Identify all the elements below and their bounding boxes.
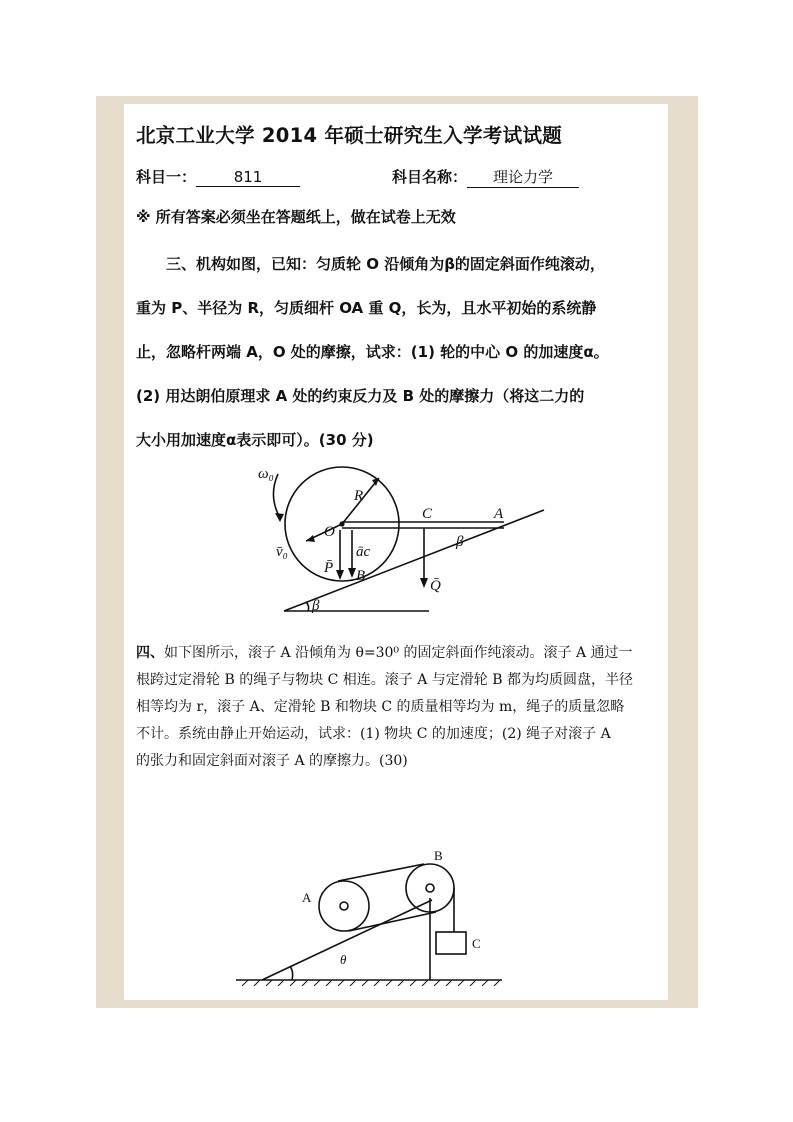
figure-4-diagram	[232, 840, 508, 986]
beta-base-arc	[306, 602, 309, 611]
omega-arc	[273, 474, 280, 518]
label-q: Q̄	[430, 578, 441, 594]
problem-3-line: 三、机构如图，已知：匀质轮 O 沿倾角为β的固定斜面作纯滚动，	[166, 255, 605, 273]
exam-sheet	[124, 104, 668, 1000]
label-pulley-b: B	[434, 848, 443, 863]
label-v: v̄₀	[276, 544, 288, 560]
label-ac: āc	[356, 544, 371, 560]
theta-arc	[290, 966, 293, 980]
problem-3-line: 重为 P、半径为 R，匀质细杆 OA 重 Q，长为，且水平初始的系统静	[136, 299, 597, 317]
label-a: A	[494, 506, 504, 522]
problem-4-line: 四、如下图所示，滚子 A 沿倾角为 θ=30⁰ 的固定斜面作纯滚动。滚子 A 通过一	[136, 645, 633, 661]
problem-3-line: (2) 用达朗伯原理求 A 处的约束反力及 B 处的摩擦力（将这二力的	[136, 387, 585, 405]
subject-name-row	[392, 166, 579, 188]
problem-3-line: 大小用加速度α表示即可）。(30 分)	[136, 431, 374, 449]
roller-a-axle	[340, 902, 348, 910]
subject-name-label: 科目名称：	[392, 168, 468, 186]
figure-3-diagram	[254, 456, 554, 622]
accel-arrow-icon	[348, 568, 356, 578]
label-beta-base: β	[312, 598, 320, 614]
block-c	[436, 932, 466, 954]
problem-3	[136, 242, 662, 462]
incline-line	[262, 900, 432, 980]
velocity-arrow-icon	[306, 535, 315, 542]
problem-4-line: 根跨过定滑轮 B 的绳子与物块 C 相连。滚子 A 与定滑轮 B 都为均质圆盘，半径	[136, 672, 633, 688]
label-p: P̄	[324, 560, 334, 576]
label-omega: ω₀	[258, 466, 274, 482]
subject-code: 811	[196, 168, 300, 187]
label-b: B	[356, 568, 366, 584]
label-beta-top: β	[456, 534, 464, 550]
label-theta: θ	[340, 952, 347, 967]
problem-4-line: 不计。系统由静止开始运动，试求：(1) 物块 C 的加速度；(2) 绳子对滚子 A	[136, 726, 611, 742]
subject-code-label: 科目一：	[136, 168, 197, 186]
omega-arrow-icon	[275, 513, 284, 522]
pulley-b-axle	[426, 884, 434, 892]
label-block-c: C	[472, 936, 481, 951]
label-c: C	[422, 506, 433, 522]
problem-3-line: 止，忽略杆两端 A，O 处的摩擦，试求：(1) 轮的中心 O 的加速度α。	[136, 343, 609, 361]
ground-hatching	[242, 980, 500, 986]
rope-lower	[349, 912, 436, 931]
force-q-arrow-icon	[420, 578, 428, 588]
subject-name: 理论力学	[467, 166, 579, 188]
exam-title: 北京工业大学 2014 年硕士研究生入学考试试题	[136, 124, 563, 147]
roller-a	[319, 881, 369, 931]
label-roller-a: A	[302, 890, 312, 905]
problem-4-line: 相等均为 r，滚子 A、定滑轮 B 和物块 C 的质量相等均为 m，绳子的质量忽略	[136, 699, 625, 715]
force-p-arrow-icon	[336, 570, 344, 580]
problem-4-line: 的张力和固定斜面对滚子 A 的摩擦力。(30)	[136, 753, 408, 769]
label-o: O	[324, 524, 335, 540]
notice-text: ※ 所有答案必须坐在答题纸上，做在试卷上无效	[136, 208, 456, 226]
label-r: R	[354, 488, 364, 504]
incline-surface	[284, 510, 544, 611]
problem-4	[136, 640, 662, 775]
problem-4-number: 四、	[136, 645, 164, 661]
subject-code-row	[136, 166, 300, 187]
center-o-dot	[339, 521, 344, 526]
